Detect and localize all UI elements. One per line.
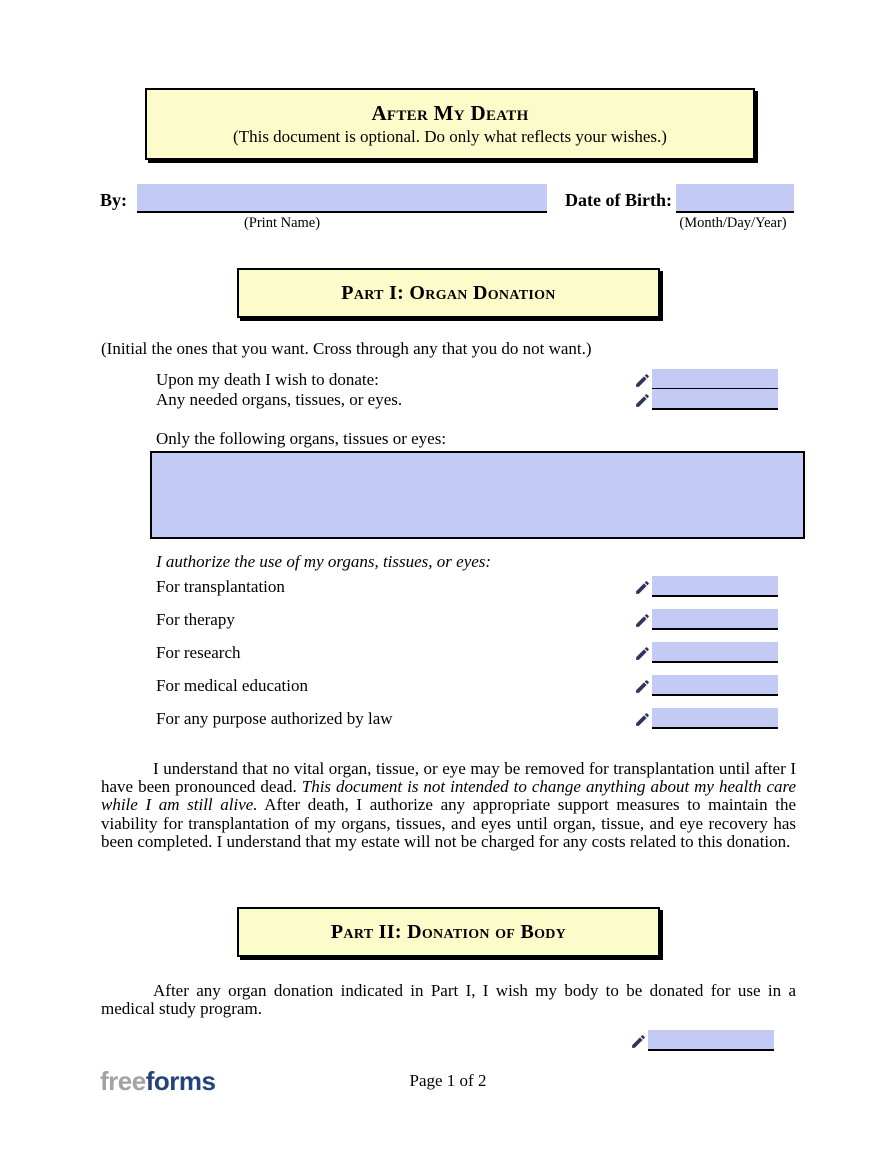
- purpose-label: For medical education: [156, 676, 309, 695]
- paragraph-text: I understand that no vital organ, tissue, or eye may be removed for transplantation until after I have been pronounced dead.: [101, 759, 796, 797]
- pencil-icon: [630, 1033, 647, 1050]
- initial-field: [634, 708, 778, 729]
- after-my-death-title-box: [145, 88, 755, 160]
- transplantation-initials-input[interactable]: [652, 576, 778, 597]
- date-of-birth-input[interactable]: [676, 184, 794, 213]
- any-purpose-initials-input[interactable]: [652, 708, 778, 729]
- purpose-label: For transplantation: [156, 577, 285, 596]
- donate-option-label: Any needed organs, tissues, or eyes.: [156, 390, 403, 409]
- part1-instruction: (Initial the ones that you want. Cross through any that you do not want.): [101, 339, 592, 358]
- purpose-label: For any purpose authorized by law: [156, 709, 393, 728]
- pencil-icon: [634, 392, 651, 409]
- initial-field: [634, 389, 778, 410]
- freeforms-logo: [100, 1066, 215, 1097]
- purpose-row: [156, 575, 778, 597]
- part1-title-box: [237, 268, 660, 318]
- part1-title: Part I: Organ Donation: [341, 281, 556, 304]
- paragraph-text: After any organ donation indicated in Part I, I wish my body to be donated for use in a medical study program.: [101, 981, 796, 1019]
- donate-option-initials-input[interactable]: [652, 389, 778, 410]
- purpose-row: [156, 608, 778, 630]
- part2-title-box: [237, 907, 660, 957]
- part2-paragraph: [101, 982, 796, 1018]
- page-subtitle: (This document is optional. Do only what reflects your wishes.): [233, 127, 667, 146]
- initial-field: [634, 675, 778, 696]
- authorize-heading: I authorize the use of my organs, tissues, or eyes:: [156, 552, 492, 571]
- pencil-icon: [634, 579, 651, 596]
- donate-heading-label: Upon my death I wish to donate:: [156, 370, 379, 389]
- logo-forms-text: forms: [145, 1066, 216, 1096]
- date-of-birth-label: Date of Birth:: [565, 190, 672, 210]
- part2-title: Part II: Donation of Body: [330, 920, 567, 943]
- page-title: After My Death: [371, 101, 529, 125]
- logo-free-text: free: [100, 1066, 146, 1096]
- paragraph-text: After death, I authorize any appropriate support measures to maintain the viability for transplantation of my organs, tissues, and eyes until organ, tissue, and eye recovery has been completed. I understand that my estate will not be charged for any costs related to this donation.: [101, 795, 796, 851]
- part1-paragraph: [101, 760, 796, 851]
- date-of-birth-caption: (Month/Day/Year): [679, 215, 787, 231]
- paragraph-italic-text: This document is not intended to change anything about my health care while I am still alive.: [101, 777, 797, 815]
- body-donation-initials-input[interactable]: [648, 1030, 774, 1051]
- purpose-row: [156, 707, 778, 729]
- purpose-row: [156, 674, 778, 696]
- initial-field: [634, 642, 778, 663]
- purpose-row: [156, 641, 778, 663]
- donate-heading-initials-input[interactable]: [652, 369, 778, 390]
- purpose-label: For research: [156, 643, 241, 662]
- only-organs-label: Only the following organs, tissues or eyes:: [156, 429, 447, 448]
- initial-field: [634, 576, 778, 597]
- therapy-initials-input[interactable]: [652, 609, 778, 630]
- by-label: By:: [100, 190, 127, 210]
- only-organs-textarea[interactable]: [150, 451, 805, 539]
- initial-field: [634, 369, 778, 390]
- print-name-input[interactable]: [137, 184, 547, 213]
- purpose-label: For therapy: [156, 610, 235, 629]
- donate-heading-row: [156, 368, 778, 390]
- page-number: Page 1 of 2: [409, 1071, 487, 1090]
- pencil-icon: [634, 678, 651, 695]
- initial-field: [634, 609, 778, 630]
- research-initials-input[interactable]: [652, 642, 778, 663]
- medical-education-initials-input[interactable]: [652, 675, 778, 696]
- donate-option-row: [156, 388, 778, 410]
- pencil-icon: [634, 372, 651, 389]
- print-name-caption: (Print Name): [243, 215, 321, 231]
- body-donation-initial-field: [630, 1030, 774, 1051]
- pencil-icon: [634, 612, 651, 629]
- pencil-icon: [634, 711, 651, 728]
- pencil-icon: [634, 645, 651, 662]
